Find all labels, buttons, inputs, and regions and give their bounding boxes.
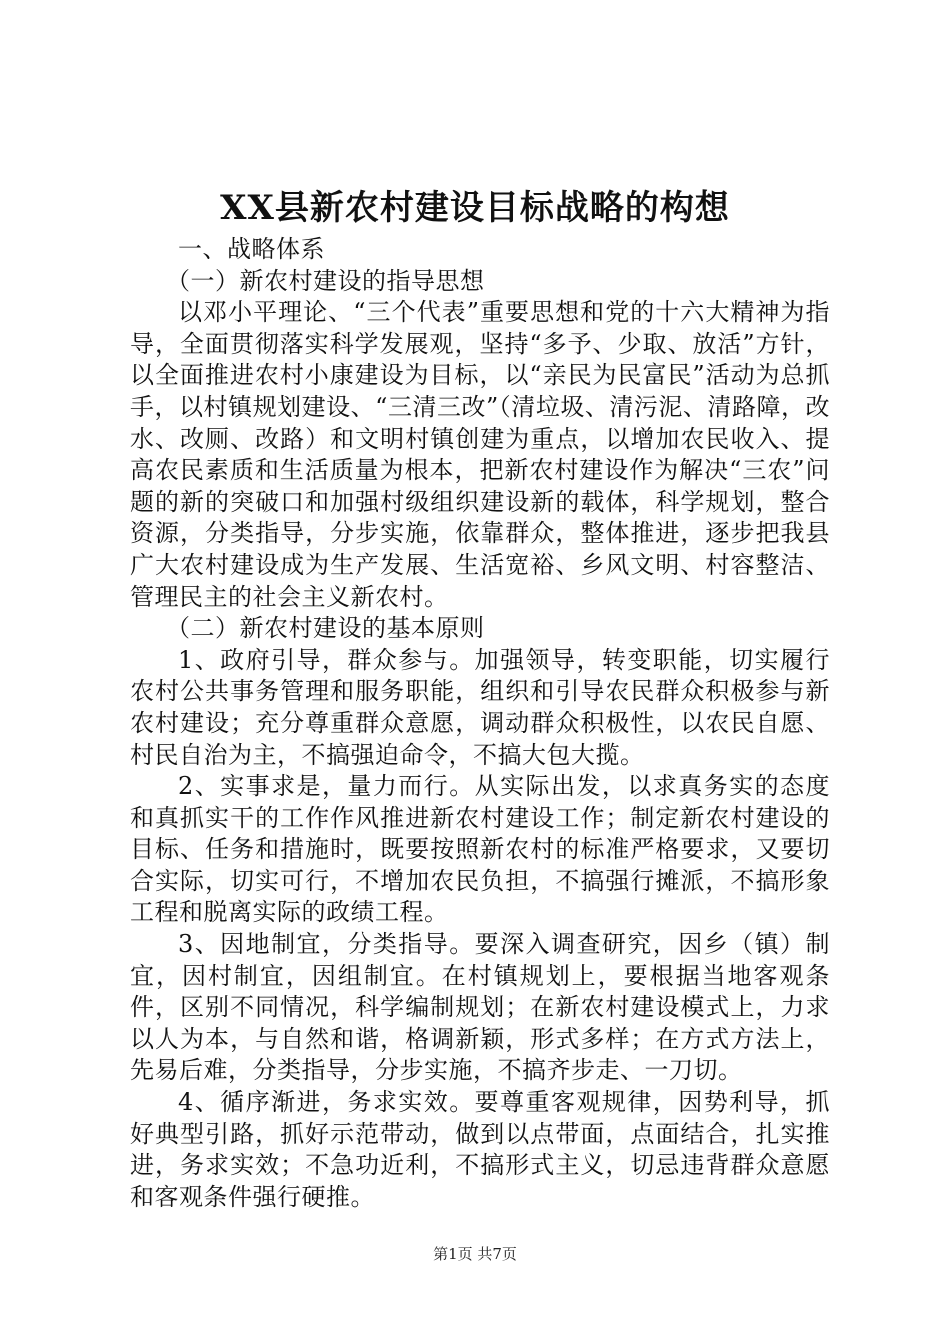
paragraph: 4、循序渐进，务求实效。要尊重客观规律，因势利导，抓好典型引路，抓好示范带动，做到以点带面，点面结合，扎实推进，务求实效；不急功近利，不搞形式主义，切忌违背群众意愿和客观条件强行硬推。 xyxy=(130,1088,830,1211)
section-heading: 一、战略体系 xyxy=(178,235,325,263)
document-title: XX县新农村建设目标战略的构想 xyxy=(220,188,730,228)
paragraph: 2、实事求是，量力而行。从实际出发，以求真务实的态度和真抓实干的工作作风推进新农村建设工作；制定新农村建设的目标、任务和措施时，既要按照新农村的标准严格要求，又要切合实际，切实可行，不增加农民负担，不搞强行摊派，不搞形象工程和脱离实际的政绩工程。 xyxy=(130,772,830,927)
paragraph: 1、政府引导，群众参与。加强领导，转变职能，切实履行农村公共事务管理和服务职能，组织和引导农民群众积极参与新农村建设；充分尊重群众意愿，调动群众积极性，以农民自愿、村民自治为主，不搞强迫命令，不搞大包大揽。 xyxy=(130,645,830,769)
page-number-footer: 第1页 共7页 xyxy=(433,1245,517,1263)
subsection-heading: （二）新农村建设的基本原则 xyxy=(166,614,485,643)
paragraph: 3、因地制宜，分类指导。要深入调查研究，因乡（镇）制宜，因村制宜，因组制宜。在村镇规划上，要根据当地客观条件，区别不同情况，科学编制规划；在新农村建设模式上，力求以人为本，与自然和谐，格调新颖，形式多样；在方式方法上，先易后难，分类指导，分步实施，不搞齐步走、一刀切。 xyxy=(130,930,830,1085)
paragraph: 以邓小平理论、“三个代表”重要思想和党的十六大精神为指导，全面贯彻落实科学发展观，坚持“多予、少取、放活”方针，以全面推进农村小康建设为目标，以“亲民为民富民”活动为总抓手，以村镇规划建设、“三清三改”（清垃圾、清污泥、清路障，改水、改厕、改路）和文明村镇创建为重点，以增加农民收入、提高农民素质和生活质量为根本，把新农村建设作为解决“三农”问题的新的突破口和加强村级组织建设新的载体，科学规划，整合资源，分类指导，分步实施，依靠群众，整体推进，逐步把我县广大农村建设成为生产发展、生活宽裕、乡风文明、村容整洁、管理民主的社会主义新农村。 xyxy=(130,298,830,611)
document-body xyxy=(130,234,830,1213)
subsection-heading: （一）新农村建设的指导思想 xyxy=(166,266,485,295)
